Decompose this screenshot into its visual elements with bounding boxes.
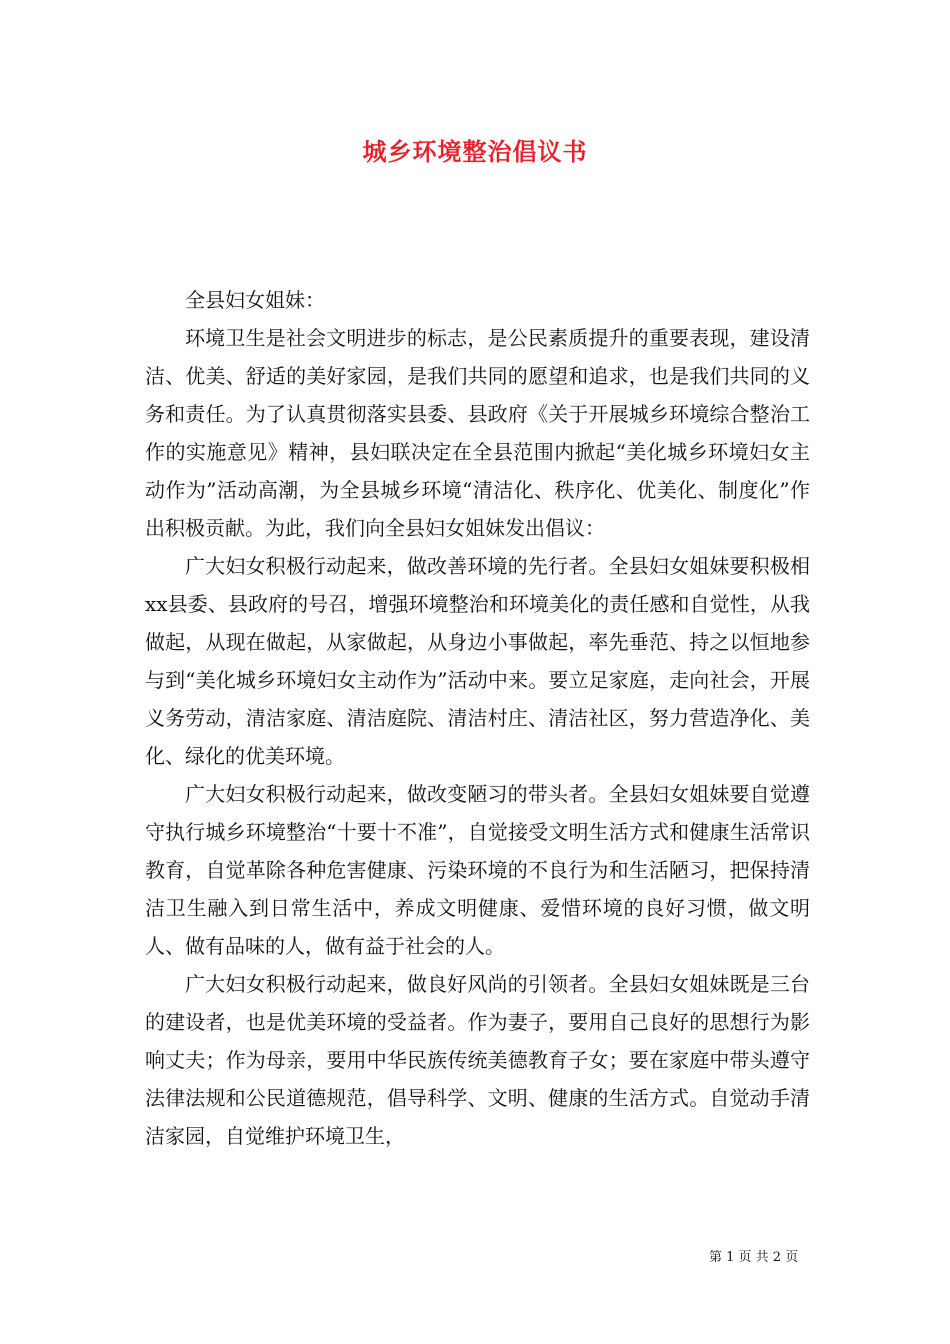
paragraph: 广大妇女积极行动起来，做改善环境的先行者。全县妇女姐妹要积极相xx县委、县政府的号召，增强环境整治和环境美化的责任感和自觉性，从我做起，从现在做起，从家做起，从身边小事做起，率先垂范、持之以恒地参与到“美化城乡环境妇女主动作为”活动中来。要立足家庭，走向社会，开展义务劳动，清洁家庭、清洁庭院、清洁村庄、清洁社区，努力营造净化、美化、绿化的优美环境。: [145, 554, 810, 768]
salutation: 全县妇女姐妹：: [185, 288, 325, 312]
document-body: [145, 281, 810, 1155]
document-title: 城乡环境整治倡议书: [362, 137, 588, 166]
paragraph: 环境卫生是社会文明进步的标志，是公民素质提升的重要表现，建设清洁、优美、舒适的美好家园，是我们共同的愿望和追求，也是我们共同的义务和责任。为了认真贯彻落实县委、县政府《关于开展城乡环境综合整治工作的实施意见》精神，县妇联决定在全县范围内掀起“美化城乡环境妇女主动作为”活动高潮，为全县城乡环境“清洁化、秩序化、优美化、制度化”作出积极贡献。为此，我们向全县妇女姐妹发出倡议：: [145, 326, 810, 540]
paragraph: 广大妇女积极行动起来，做改变陋习的带头者。全县妇女姐妹要自觉遵守执行城乡环境整治“十要十不准”，自觉接受文明生活方式和健康生活常识教育，自觉革除各种危害健康、污染环境的不良行为和生活陋习，把保持清洁卫生融入到日常生活中，养成文明健康、爱惜环境的良好习惯，做文明人、做有品味的人，做有益于社会的人。: [145, 782, 810, 958]
page-number: 第 1 页 共 2 页: [709, 1250, 799, 1265]
paragraph: 广大妇女积极行动起来，做良好风尚的引领者。全县妇女姐妹既是三台的建设者，也是优美环境的受益者。作为妻子，要用自己良好的思想行为影响丈夫；作为母亲，要用中华民族传统美德教育子女；要在家庭中带头遵守法律法规和公民道德规范，倡导科学、文明、健康的生活方式。自觉动手清洁家园，自觉维护环境卫生，: [145, 972, 810, 1148]
